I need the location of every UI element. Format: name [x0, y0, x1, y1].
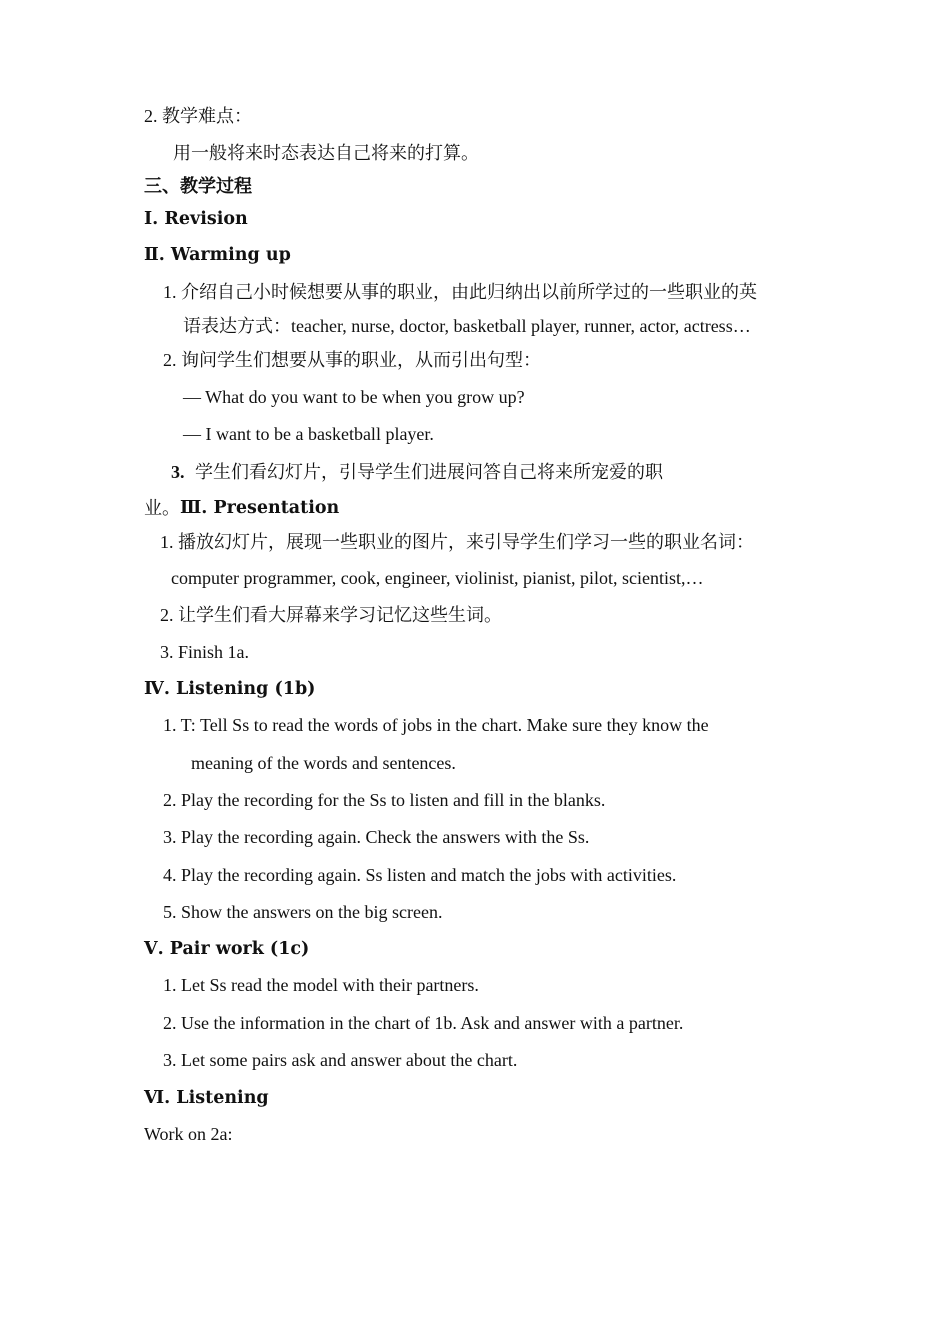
text-line: Work on 2a:: [144, 1124, 233, 1144]
text-line: 2. 询问学生们想要从事的职业，从而引出句型：: [163, 350, 541, 370]
text-line: 2. 教学难点：: [144, 106, 252, 126]
text-line: 2. 让学生们看大屏幕来学习记忆这些生词。: [160, 605, 502, 625]
text-line: 2. Play the recording for the Ss to listen and fill in the blanks.: [163, 790, 606, 810]
text-line: 5. Show the answers on the big screen.: [163, 902, 443, 922]
text-line: 3. Play the recording again. Check the answers with the Ss.: [163, 827, 590, 847]
text-line: 用一般将来时态表达自己将来的打算。: [173, 143, 479, 163]
section-heading: Ⅴ. Pair work (1c): [144, 939, 310, 959]
text-line: 1. Let Ss read the model with their partners.: [163, 975, 479, 995]
text-line: 1. 介绍自己小时候想要从事的职业，由此归纳出以前所学过的一些职业的英: [163, 282, 757, 302]
section-heading: 三、教学过程: [144, 176, 252, 196]
dialogue-line: — I want to be a basketball player.: [183, 424, 434, 444]
text-line: 语表达方式：teacher, nurse, doctor, basketball player, runner, actor, actress…: [183, 316, 751, 336]
text-line: 3. Let some pairs ask and answer about the chart.: [163, 1050, 518, 1070]
text-line: 1. T: Tell Ss to read the words of jobs in the chart. Make sure they know the: [163, 715, 709, 735]
text-line: 2. Use the information in the chart of 1b. Ask and answer with a partner.: [163, 1013, 684, 1033]
section-heading: Ⅱ. Warming up: [144, 245, 291, 265]
text-line: 1. 播放幻灯片，展现一些职业的图片，来引导学生们学习一些的职业名词：: [160, 532, 754, 552]
section-heading: Ⅰ. Revision: [144, 209, 248, 229]
dialogue-line: — What do you want to be when you grow up?: [183, 387, 525, 407]
text-line: 4. Play the recording again. Ss listen and match the jobs with activities.: [163, 865, 677, 885]
section-heading: Ⅵ. Listening: [144, 1088, 269, 1108]
text-line: 业。: [144, 498, 180, 518]
text-line: computer programmer, cook, engineer, violinist, pianist, pilot, scientist,…: [171, 568, 704, 588]
text-line: 3. Finish 1a.: [160, 642, 250, 662]
section-heading: Ⅳ. Listening (1b): [144, 679, 316, 699]
text-line: 学生们看幻灯片，引导学生们进展问答自己将来所宠爱的职: [195, 462, 663, 482]
section-heading: Ⅲ. Presentation: [180, 498, 340, 518]
list-number: 3.: [171, 462, 185, 482]
text-line: meaning of the words and sentences.: [191, 753, 456, 773]
